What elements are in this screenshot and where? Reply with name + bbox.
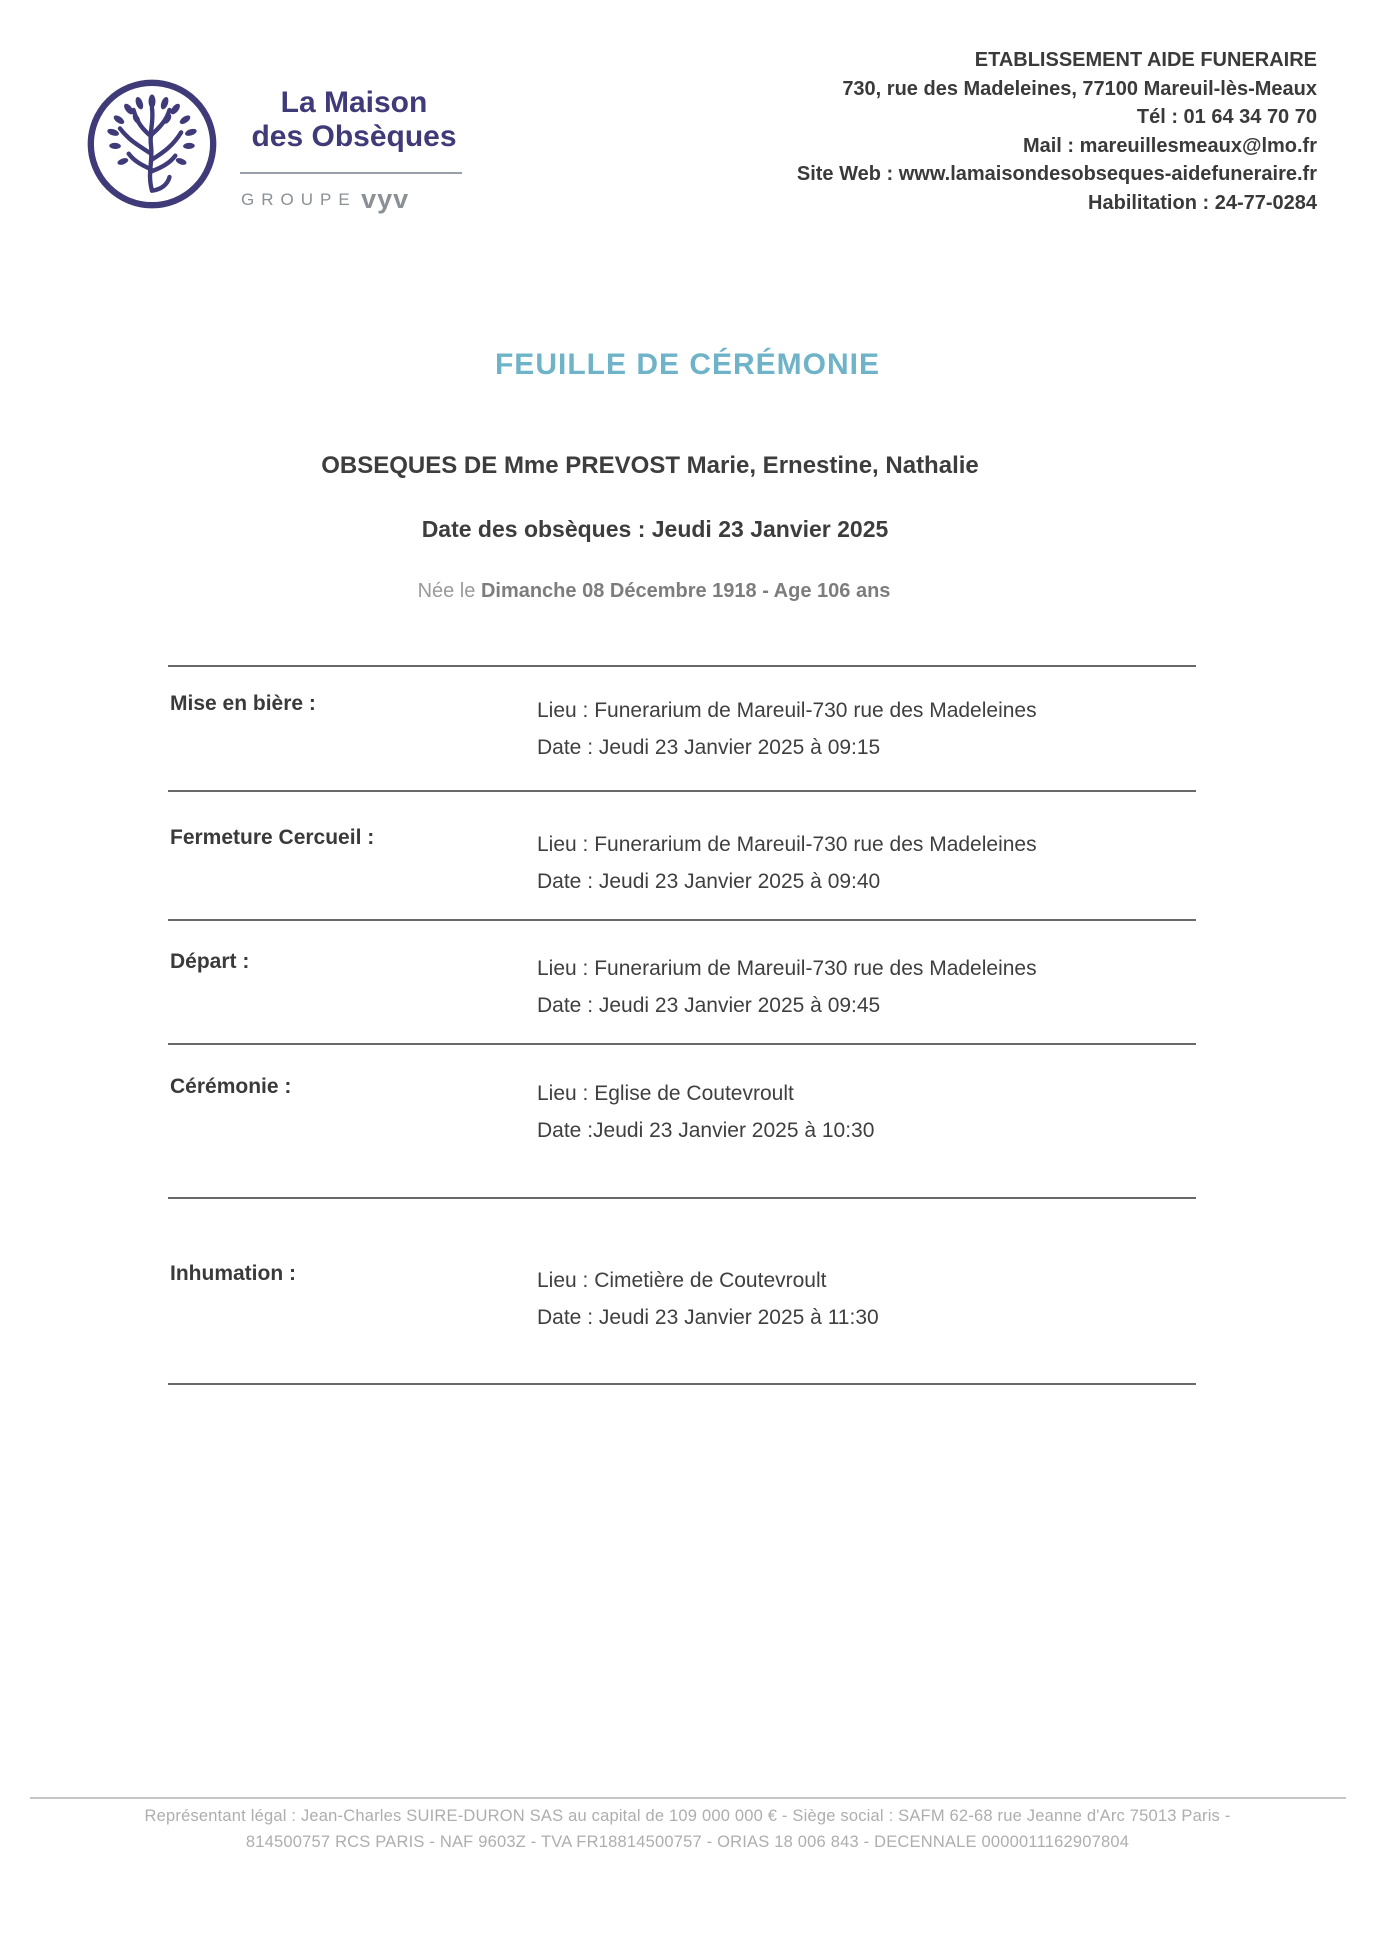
schedule-lieu: Lieu : Cimetière de Coutevroult (537, 1269, 827, 1292)
funeral-date-line: Date des obsèques : Jeudi 23 Janvier 2025 (421, 516, 889, 542)
schedule-values (537, 950, 1237, 1024)
legal-footer-line1: Représentant légal : Jean-Charles SUIRE-DURON SAS au capital de 109 000 000 € - Siège social : SAFM 62-68 rue Jeanne d'Arc 75013 Paris - (144, 1807, 1231, 1825)
vyv-wordmark: vyv (361, 184, 410, 214)
establishment-header (477, 46, 1317, 217)
brand-name (238, 86, 470, 154)
schedule-values (537, 1075, 1237, 1149)
footer-divider (30, 1797, 1346, 1799)
schedule-label: Inhumation : (170, 1262, 296, 1285)
schedule-label: Départ : (170, 950, 250, 973)
schedule-label: Cérémonie : (170, 1075, 292, 1098)
establishment-address: 730, rue des Madeleines, 77100 Mareuil-lès-Meaux (842, 77, 1317, 100)
schedule-date: Date :Jeudi 23 Janvier 2025 à 10:30 (537, 1119, 875, 1142)
section-divider (168, 1197, 1196, 1199)
schedule-values (537, 1262, 1237, 1336)
section-divider (168, 1043, 1196, 1045)
schedule-date: Date : Jeudi 23 Janvier 2025 à 11:30 (537, 1306, 879, 1329)
establishment-habilitation: Habilitation : 24-77-0284 (1088, 191, 1317, 214)
section-divider (168, 1383, 1196, 1385)
schedule-date: Date : Jeudi 23 Janvier 2025 à 09:15 (537, 736, 881, 759)
schedule-lieu: Lieu : Funerarium de Mareuil-730 rue des Madeleines (537, 699, 1037, 722)
schedule-date: Date : Jeudi 23 Janvier 2025 à 09:45 (537, 994, 881, 1017)
schedule-label: Mise en bière : (170, 692, 316, 715)
establishment-phone: Tél : 01 64 34 70 70 (1136, 106, 1317, 128)
schedule-values (537, 826, 1237, 900)
schedule-values (537, 692, 1237, 766)
schedule-lieu: Lieu : Funerarium de Mareuil-730 rue des Madeleines (537, 957, 1037, 980)
schedule-lieu: Lieu : Eglise de Coutevroult (537, 1082, 794, 1105)
establishment-website: Site Web : www.lamaisondesobseques-aidefuneraire.fr (796, 163, 1317, 185)
section-divider (168, 919, 1196, 921)
establishment-mail: Mail : mareuillesmeaux@lmo.fr (1022, 134, 1317, 157)
brand-divider (240, 172, 462, 174)
schedule-date: Date : Jeudi 23 Janvier 2025 à 09:40 (537, 870, 881, 893)
group-label: GROUPE (241, 190, 357, 209)
legal-footer (0, 1803, 1375, 1855)
brand-name-line1: La Maison (280, 86, 428, 119)
section-divider (168, 790, 1196, 792)
group-vyv-logo (241, 184, 471, 215)
section-divider (168, 665, 1196, 667)
legal-footer-line2: 814500757 RCS PARIS - NAF 9603Z - TVA FR18814500757 - ORIAS 18 006 843 - DECENNALE 0000011162907804 (245, 1833, 1130, 1851)
page-title: FEUILLE DE CÉRÉMONIE (494, 348, 881, 381)
birth-date-line (0, 580, 1308, 603)
establishment-name: ETABLISSEMENT AIDE FUNERAIRE (974, 49, 1317, 71)
birth-date-value: Dimanche 08 Décembre 1918 - Age 106 ans (480, 580, 891, 602)
obseques-title: OBSEQUES DE Mme PREVOST Marie, Ernestine, Nathalie (321, 452, 979, 479)
brand-name-line2: des Obsèques (251, 120, 457, 153)
schedule-label: Fermeture Cercueil : (170, 826, 375, 849)
schedule-lieu: Lieu : Funerarium de Mareuil-730 rue des Madeleines (537, 833, 1037, 856)
birth-date-prefix: Née le (417, 580, 481, 602)
tree-logo-icon (84, 76, 220, 212)
